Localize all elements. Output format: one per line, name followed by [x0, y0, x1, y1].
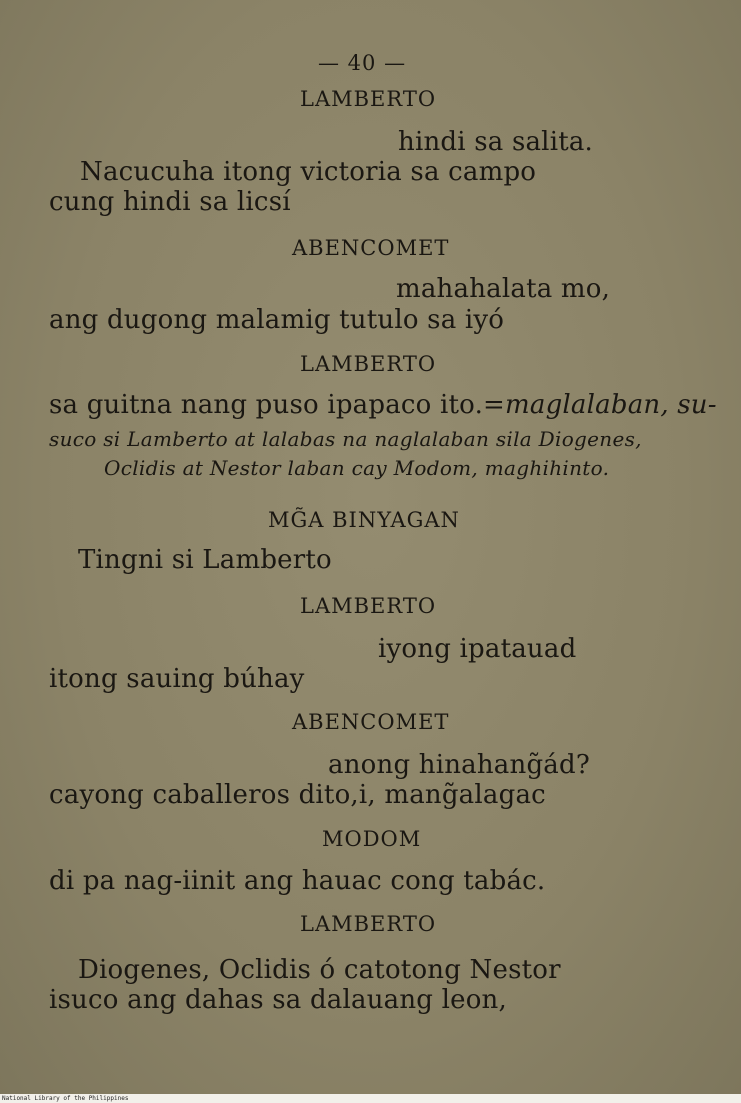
verse-line: ang dugong malamig tutulo sa iyó [49, 305, 505, 335]
library-credit: National Library of the Philippines [0, 1094, 741, 1103]
speaker-heading: MG̃A BINYAGAN [268, 508, 460, 532]
verse-line: mahahalata mo, [396, 274, 611, 304]
speaker-heading: ABENCOMET [292, 710, 450, 734]
verse-line: di pa nag-iinit ang hauac cong tabác. [49, 866, 546, 896]
verse-text: sa guitna nang puso ipapaco ito. [49, 390, 484, 420]
verse-line: Nacucuha itong victoria sa campo [80, 157, 537, 187]
verse-line: cayong caballeros dito,i, mang̃alagac [49, 780, 546, 810]
speaker-heading: ABENCOMET [292, 236, 450, 260]
stage-direction: suco si Lamberto at lalabas na naglalaban sila Diogenes, [49, 427, 642, 451]
speaker-heading: LAMBERTO [300, 594, 437, 618]
verse-line: itong sauing búhay [49, 664, 305, 694]
verse-line [49, 390, 717, 420]
verse-line: iyong ipatauad [378, 634, 577, 664]
page-number: — 40 — [318, 51, 407, 75]
verse-line: cung hindi sa licsí [49, 187, 291, 217]
verse-line: Diogenes, Oclidis ó catotong Nestor [78, 955, 561, 985]
speaker-heading: LAMBERTO [300, 912, 437, 936]
speaker-heading: LAMBERTO [300, 352, 437, 376]
speaker-heading: MODOM [322, 827, 422, 851]
verse-line: Tingni si Lamberto [78, 545, 332, 575]
verse-line: hindi sa salita. [398, 127, 594, 157]
stage-direction: =maglalaban, su- [483, 390, 717, 420]
stage-direction: Oclidis at Nestor laban cay Modom, maghihinto. [104, 456, 610, 480]
verse-line: anong hinahang̃ád? [328, 750, 590, 780]
verse-line: isuco ang dahas sa dalauang leon, [49, 985, 507, 1015]
speaker-heading: LAMBERTO [300, 87, 437, 111]
